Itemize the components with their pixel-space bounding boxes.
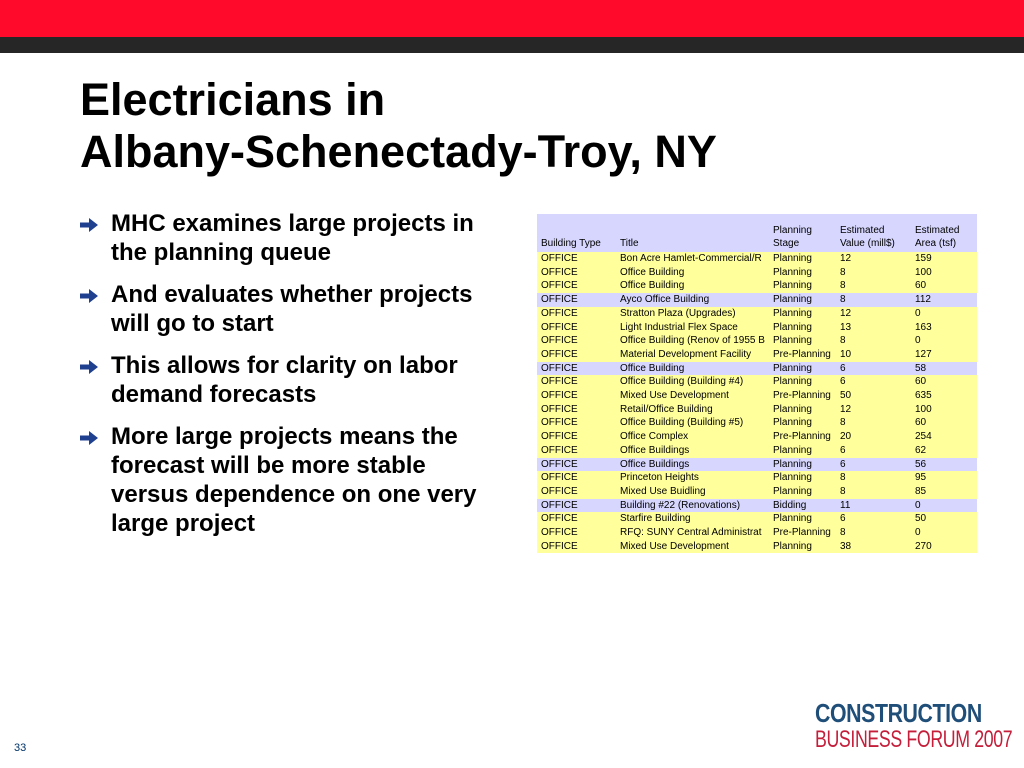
cell-building-type: OFFICE <box>541 294 578 306</box>
table-row <box>537 334 977 348</box>
bullet-list <box>80 209 490 551</box>
cell-estimated-value: 13 <box>840 321 852 333</box>
cell-estimated-area: 62 <box>915 444 927 456</box>
cell-estimated-area: 58 <box>915 362 927 374</box>
cell-planning-stage: Planning <box>773 253 812 264</box>
cell-estimated-area: 0 <box>915 335 921 347</box>
projects-table-container <box>537 214 977 553</box>
table-row <box>537 512 977 526</box>
cell-planning-stage: Planning <box>773 472 812 484</box>
cell-estimated-value: 11 <box>840 499 851 511</box>
cell-estimated-area: 0 <box>915 527 921 539</box>
cell-estimated-value: 8 <box>840 417 846 429</box>
cell-estimated-area: 635 <box>915 390 932 402</box>
cell-planning-stage: Planning <box>773 335 812 347</box>
cell-building-type: OFFICE <box>541 458 578 470</box>
cell-estimated-value: 6 <box>840 458 846 470</box>
bullet-text: And evaluates whether projects will go to start <box>111 281 473 337</box>
table-header-row <box>537 214 977 252</box>
cell-estimated-area: 50 <box>915 513 927 525</box>
bullet-text: This allows for clarity on labor demand forecasts <box>111 352 458 408</box>
cell-title: Stratton Plaza (Upgrades) <box>620 307 736 319</box>
cell-estimated-area: 100 <box>915 403 932 415</box>
cell-title: Office Building <box>620 362 685 374</box>
slide-title-line: Electricians in <box>80 74 386 125</box>
cell-title: Office Building (Building #4) <box>620 376 744 388</box>
table-row <box>537 375 977 389</box>
cell-title: RFQ: SUNY Central Administrat <box>620 527 762 539</box>
cell-estimated-area: 270 <box>915 540 932 552</box>
table-row <box>537 403 977 417</box>
cell-planning-stage: Planning <box>773 403 812 415</box>
dark-header-band <box>0 37 1024 53</box>
bullet-item <box>80 280 490 338</box>
cell-building-type: OFFICE <box>541 403 578 415</box>
cell-estimated-area: 127 <box>915 348 932 360</box>
cell-estimated-area: 60 <box>915 417 927 429</box>
column-header-title: Title <box>620 238 639 249</box>
cell-building-type: OFFICE <box>541 266 578 278</box>
slide-title <box>80 74 880 178</box>
cell-planning-stage: Planning <box>773 513 812 525</box>
cell-building-type: OFFICE <box>541 335 578 347</box>
cell-planning-stage: Planning <box>773 280 812 292</box>
cell-planning-stage: Planning <box>773 417 812 429</box>
cell-building-type: OFFICE <box>541 417 578 429</box>
cell-estimated-area: 95 <box>915 472 927 484</box>
construction-business-forum-logo <box>815 698 1013 753</box>
cell-title: Material Development Facility <box>620 348 752 360</box>
cell-building-type: OFFICE <box>541 472 578 484</box>
cell-building-type: OFFICE <box>541 321 578 333</box>
cell-estimated-value: 20 <box>840 431 852 443</box>
table-row <box>537 485 977 499</box>
cell-estimated-value: 6 <box>840 362 846 374</box>
arrow-right-icon <box>80 360 98 374</box>
cell-estimated-value: 8 <box>840 335 846 347</box>
cell-building-type: OFFICE <box>541 253 578 264</box>
cell-building-type: OFFICE <box>541 362 578 374</box>
cell-planning-stage: Pre-Planning <box>773 348 831 360</box>
cell-building-type: OFFICE <box>541 431 578 443</box>
cell-estimated-value: 8 <box>840 266 846 278</box>
cell-estimated-value: 6 <box>840 513 846 525</box>
cell-estimated-value: 6 <box>840 444 846 456</box>
cell-title: Building #22 (Renovations) <box>620 499 741 511</box>
cell-title: Office Complex <box>620 431 689 443</box>
cell-estimated-value: 8 <box>840 527 846 539</box>
table-row <box>537 362 977 376</box>
logo-line-construction: CONSTRUCTION <box>815 698 982 728</box>
cell-building-type: OFFICE <box>541 390 578 402</box>
cell-building-type: OFFICE <box>541 348 578 360</box>
cell-title: Mixed Use Development <box>620 540 729 552</box>
table-row <box>537 471 977 485</box>
cell-estimated-area: 60 <box>915 280 927 292</box>
cell-title: Mixed Use Buidling <box>620 485 706 497</box>
cell-planning-stage: Planning <box>773 540 812 552</box>
bullet-text: MHC examines large projects in the planning queue <box>111 210 474 266</box>
cell-estimated-value: 12 <box>840 403 852 415</box>
cell-planning-stage: Planning <box>773 266 812 278</box>
cell-estimated-area: 60 <box>915 376 927 388</box>
cell-building-type: OFFICE <box>541 376 578 388</box>
cell-planning-stage: Planning <box>773 485 812 497</box>
cell-title: Light Industrial Flex Space <box>620 321 738 333</box>
cell-estimated-area: 254 <box>915 431 932 443</box>
cell-planning-stage: Planning <box>773 321 812 333</box>
cell-estimated-value: 50 <box>840 390 852 402</box>
table-row <box>537 526 977 540</box>
cell-estimated-value: 8 <box>840 472 846 484</box>
cell-planning-stage: Pre-Planning <box>773 431 831 443</box>
cell-estimated-area: 0 <box>915 499 921 511</box>
cell-building-type: OFFICE <box>541 444 578 456</box>
table-body <box>537 252 977 553</box>
cell-planning-stage: Bidding <box>773 499 807 511</box>
cell-estimated-area: 56 <box>915 458 927 470</box>
arrow-right-icon <box>80 431 98 445</box>
cell-planning-stage: Planning <box>773 376 812 388</box>
table-row <box>537 266 977 280</box>
cell-title: Office Building (Renov of 1955 B <box>620 335 765 347</box>
cell-building-type: OFFICE <box>541 485 578 497</box>
cell-planning-stage: Planning <box>773 362 812 374</box>
logo-line-business-forum: BUSINESS FORUM 2007 <box>815 726 1013 753</box>
column-header-planning-stage: Planning Stage <box>773 225 812 249</box>
cell-estimated-area: 163 <box>915 321 932 333</box>
cell-title: Princeton Heights <box>620 472 699 484</box>
cell-title: Ayco Office Building <box>620 294 710 306</box>
bullet-item <box>80 351 490 409</box>
cell-estimated-area: 112 <box>915 294 931 306</box>
top-red-band <box>0 0 1024 37</box>
table-row <box>537 348 977 362</box>
cell-building-type: OFFICE <box>541 307 578 319</box>
cell-title: Mixed Use Development <box>620 390 729 402</box>
cell-building-type: OFFICE <box>541 527 578 539</box>
cell-estimated-area: 85 <box>915 485 927 497</box>
bullet-item <box>80 209 490 267</box>
cell-title: Starfire Building <box>620 513 691 525</box>
table-row <box>537 252 977 266</box>
cell-estimated-area: 0 <box>915 307 921 319</box>
arrow-right-icon <box>80 289 98 303</box>
cell-planning-stage: Planning <box>773 444 812 456</box>
cell-title: Office Building <box>620 280 685 292</box>
column-header-building-type: Building Type <box>541 238 601 249</box>
cell-title: Office Buildings <box>620 444 690 456</box>
bullet-text: More large projects means the forecast will be more stable versus dependence on one very large project <box>111 423 477 537</box>
cell-estimated-area: 100 <box>915 266 932 278</box>
table-row <box>537 499 977 513</box>
table-row <box>537 540 977 554</box>
column-header-estimated-area: Estimated Area (tsf) <box>915 225 960 249</box>
cell-title: Office Building (Building #5) <box>620 417 744 429</box>
page-number: 33 <box>14 742 27 754</box>
slide-title-line: Albany-Schenectady-Troy, NY <box>80 126 717 177</box>
column-header-estimated-value: Estimated Value (mill$) <box>840 225 895 249</box>
table-row <box>537 389 977 403</box>
cell-title: Office Building <box>620 266 685 278</box>
table-row <box>537 307 977 321</box>
table-row <box>537 444 977 458</box>
cell-building-type: OFFICE <box>541 513 578 525</box>
cell-planning-stage: Planning <box>773 307 812 319</box>
cell-title: Retail/Office Building <box>620 403 713 415</box>
projects-table <box>537 214 977 553</box>
cell-estimated-value: 8 <box>840 485 846 497</box>
cell-estimated-value: 12 <box>840 253 852 264</box>
cell-planning-stage: Planning <box>773 294 812 306</box>
table-row <box>537 416 977 430</box>
table-row <box>537 279 977 293</box>
cell-title: Bon Acre Hamlet-Commercial/R <box>620 253 762 264</box>
table-row <box>537 321 977 335</box>
cell-estimated-value: 6 <box>840 376 846 388</box>
cell-estimated-value: 12 <box>840 307 852 319</box>
table-row <box>537 458 977 472</box>
cell-building-type: OFFICE <box>541 540 578 552</box>
cell-planning-stage: Pre-Planning <box>773 527 831 539</box>
bullet-item <box>80 422 490 538</box>
cell-estimated-value: 8 <box>840 294 846 306</box>
cell-building-type: OFFICE <box>541 280 578 292</box>
cell-building-type: OFFICE <box>541 499 578 511</box>
arrow-right-icon <box>80 218 98 232</box>
cell-estimated-value: 8 <box>840 280 846 292</box>
cell-title: Office Buildings <box>620 458 690 470</box>
table-row <box>537 293 977 307</box>
cell-estimated-value: 38 <box>840 540 852 552</box>
cell-estimated-area: 159 <box>915 253 932 264</box>
cell-planning-stage: Planning <box>773 458 812 470</box>
cell-estimated-value: 10 <box>840 348 852 360</box>
cell-planning-stage: Pre-Planning <box>773 390 831 402</box>
table-row <box>537 430 977 444</box>
